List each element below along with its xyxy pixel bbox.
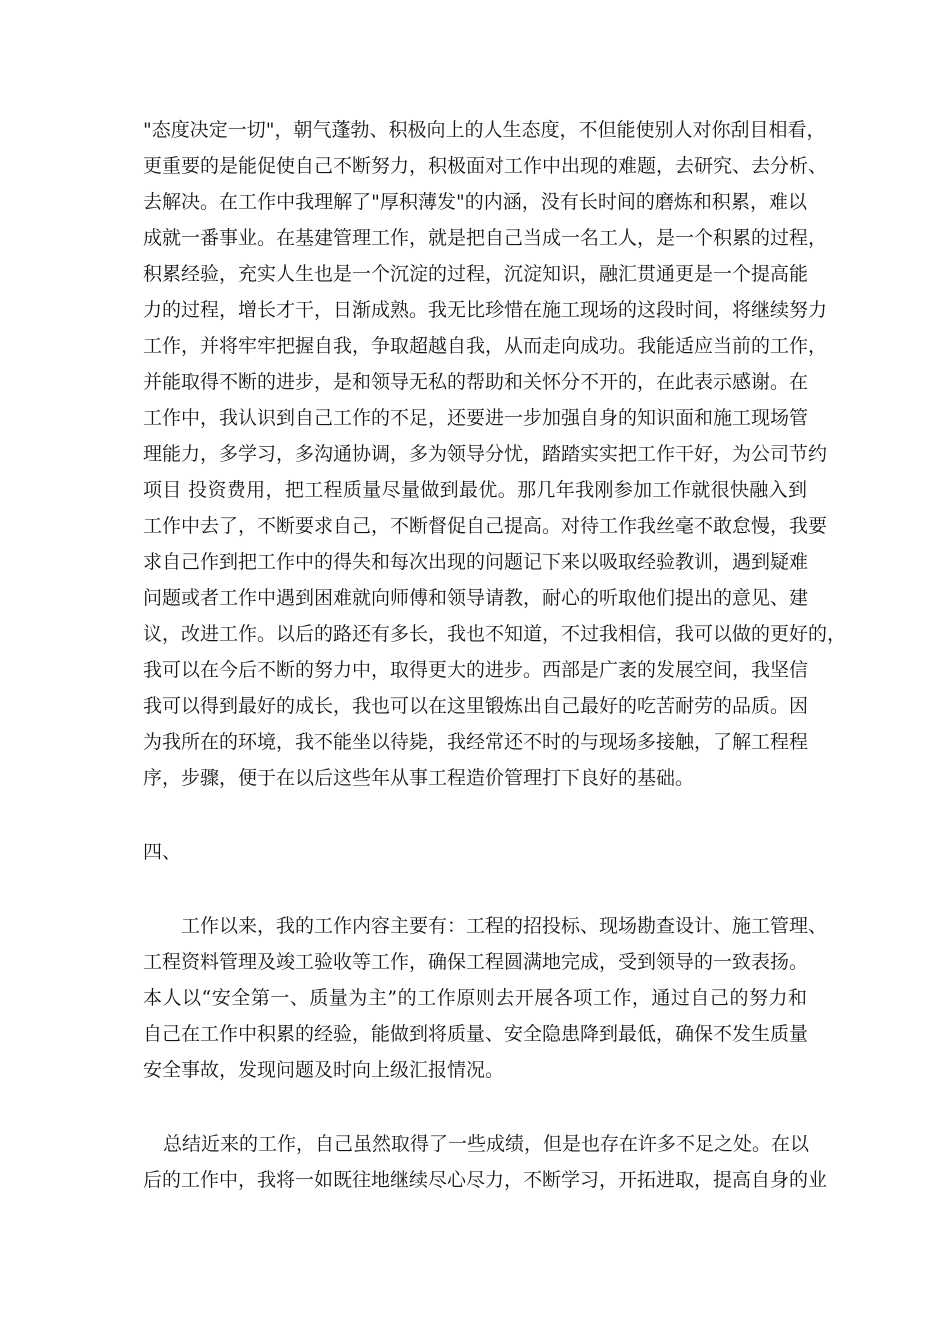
paragraph-1-line-15: 议，改进工作。以后的路还有多长，我也不知道，不过我相信，我可以做的更好的， — [143, 623, 847, 645]
paragraph-1-line-5: 积累经验，充实人生也是一个沉淀的过程，沉淀知识，融汇贯通更是一个提高能 — [143, 263, 809, 285]
paragraph-3-line-2: 后的工作中，我将一如既往地继续尽心尽力，不断学习，开拓进取，提高自身的业 — [143, 1169, 828, 1191]
paragraph-1-line-8: 并能取得不断的进步，是和领导无私的帮助和关怀分不开的，在此表示感谢。在 — [143, 371, 809, 393]
paragraph-1-line-1: "态度决定一切"，朝气蓬勃、积极向上的人生态度，不但能使别人对你刮目相看， — [143, 119, 826, 141]
paragraph-1-line-18: 为我所在的环境，我不能坐以待毙，我经常还不时的与现场多接触，了解工程程 — [143, 731, 809, 753]
paragraph-1-line-13: 求自己作到把工作中的得失和每次出现的问题记下来以吸取经验教训，遇到疑难 — [143, 551, 809, 573]
paragraph-1-line-9: 工作中，我认识到自己工作的不足，还要进一步加强自身的知识面和施工现场管 — [143, 407, 809, 429]
paragraph-3-line-1: 总结近来的工作，自己虽然取得了一些成绩，但是也存在许多不足之处。在以 — [163, 1133, 810, 1155]
paragraph-2-line-1: 工作以来，我的工作内容主要有：工程的招投标、现场勘查设计、施工管理、 — [181, 915, 828, 937]
paragraph-1-line-6: 力的过程，增长才干，日渐成熟。我无比珍惜在施工现场的这段时间，将继续努力 — [143, 299, 828, 321]
paragraph-1-line-10: 理能力，多学习，多沟通协调，多为领导分忧，踏踏实实把工作干好，为公司节约 — [143, 443, 828, 465]
paragraph-2-line-2: 工程资料管理及竣工验收等工作，确保工程圆满地完成，受到领导的一致表扬。 — [143, 951, 809, 973]
paragraph-1-line-16: 我可以在今后不断的努力中，取得更大的进步。西部是广袤的发展空间，我坚信 — [143, 659, 809, 681]
paragraph-1-line-4: 成就一番事业。在基建管理工作，就是把自己当成一名工人，是一个积累的过程， — [143, 227, 828, 249]
paragraph-2-line-5: 安全事故，发现问题及时向上级汇报情况。 — [143, 1059, 505, 1081]
paragraph-1-line-2: 更重要的是能促使自己不断努力，积极面对工作中出现的难题，去研究、去分析、 — [143, 155, 828, 177]
paragraph-1-line-14: 问题或者工作中遇到困难就向师傅和领导请教，耐心的听取他们提出的意见、建 — [143, 587, 809, 609]
paragraph-1-line-17: 我可以得到最好的成长，我也可以在这里锻炼出自己最好的吃苦耐劳的品质。因 — [143, 695, 809, 717]
paragraph-1-line-19: 序，步骤，便于在以后这些年从事工程造价管理打下良好的基础。 — [143, 767, 695, 789]
paragraph-1-line-3: 去解决。在工作中我理解了"厚积薄发"的内涵，没有长时间的磨炼和积累，难以 — [143, 191, 807, 213]
paragraph-1-line-12: 工作中去了，不断要求自己，不断督促自己提高。对待工作我丝毫不敢怠慢，我要 — [143, 515, 828, 537]
paragraph-1-line-11: 项目 投资费用，把工程质量尽量做到最优。那几年我刚参加工作就很快融入到 — [143, 479, 807, 501]
paragraph-1-line-7: 工作，并将牢牢把握自我，争取超越自我，从而走向成功。我能适应当前的工作， — [143, 335, 828, 357]
section-heading: 四、 — [143, 841, 182, 863]
paragraph-2-line-3: 本人以“安全第一、质量为主”的工作原则去开展各项工作，通过自己的努力和 — [143, 987, 807, 1009]
paragraph-2-line-4: 自己在工作中积累的经验，能做到将质量、安全隐患降到最低，确保不发生质量 — [143, 1023, 809, 1045]
